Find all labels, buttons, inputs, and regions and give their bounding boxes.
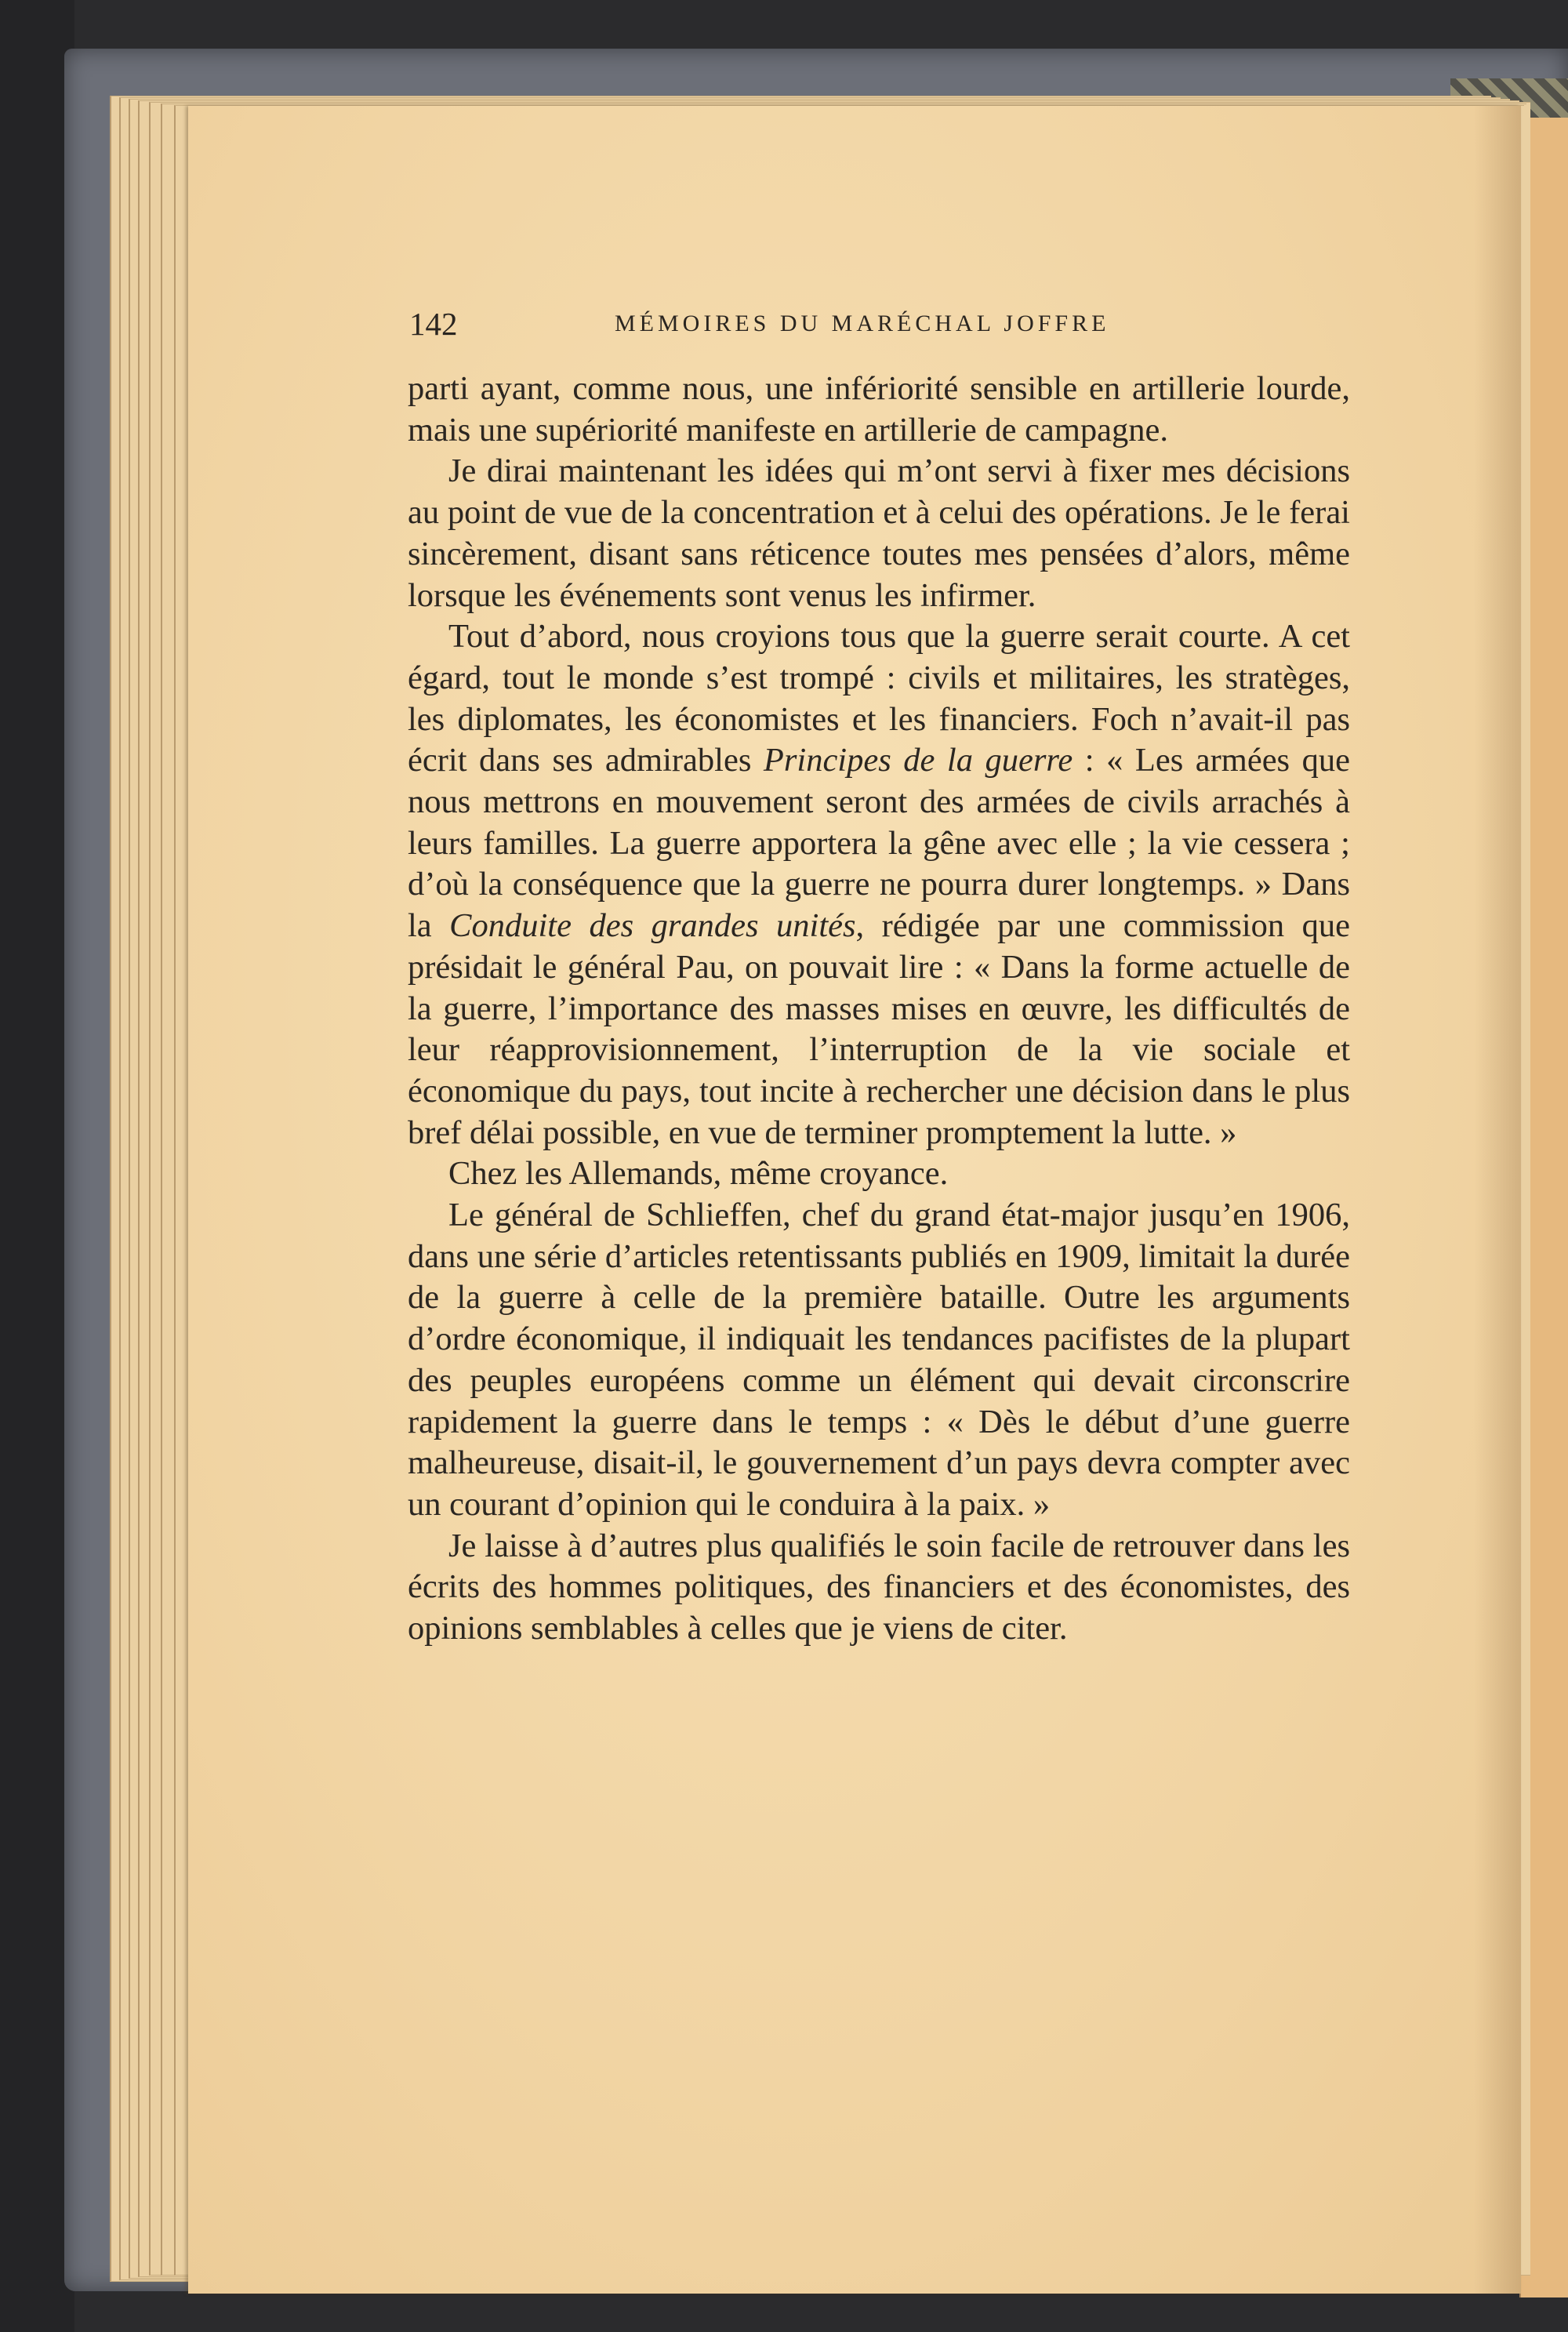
paragraph: Je laisse à d’autres plus qualifiés le soin facile de retrouver dans les écrits des hommes politiques, des financiers et des économistes, des opinions semblables à celles que je viens de citer. xyxy=(408,1527,1350,1647)
running-title: MÉMOIRES DU MARÉCHAL JOFFRE xyxy=(615,311,1110,336)
scan-backdrop xyxy=(0,0,74,2332)
paragraph: Chez les Allemands, même croyance. xyxy=(448,1155,949,1193)
running-head xyxy=(409,300,1358,347)
paragraph xyxy=(408,616,1350,1153)
book-title-italic: Principes de la guerre xyxy=(763,742,1073,779)
page-number: 142 xyxy=(409,306,458,342)
paragraph-text: Tout d’abord, nous croyions tous que la guerre serait courte. A cet égard, tout le monde s’est trompé : civils et militaires, les stratèges, les diplomates, les économistes et les financiers. Foch n’avait-il pas écrit dans ses admirables xyxy=(408,618,1350,779)
paragraph: parti ayant, comme nous, une infériorité sensible en artillerie lourde, mais une supériorité manifeste en artillerie de campagne. xyxy=(408,370,1350,449)
paragraph: Le général de Schlieffen, chef du grand état-major jusqu’en 1906, dans une série d’articles retentissants publiés en 1909, limitait la durée de la guerre à celle de la première bataille. Outre les arguments d’ordre économique, il indiquait les tendances pacifistes de la plupart des peuples européens comme un élément qui devait circonscrire rapidement la guerre dans le temps : « Dès le début d’une guerre malheureuse, disait-il, le gouvernement d’un pays devra compter avec un courant d’opinion qui le conduira à la paix. » xyxy=(408,1197,1350,1523)
paragraph: Je dirai maintenant les idées qui m’ont servi à fixer mes décisions au point de vue de la concentration et à celui des opérations. Je le ferai sincèrement, disant sans réticence toutes mes pensées d’alors, même lorsque les événements sont venus les infirmer. xyxy=(408,452,1350,614)
paragraph-text: : « Les armées que nous mettrons en mouvement seront des armées de civils arrachés à leurs familles. La guerre apportera la gêne avec elle ; la vie cessera ; d’où la conséquence que la guerre ne pourra durer longtemps. » Dans la xyxy=(408,742,1350,945)
book-title-italic: Conduite des grandes unités xyxy=(449,907,856,945)
paragraph-text: , rédigée par une commission que présidait le général Pau, on pouvait lire : « Dans la forme actuelle de la guerre, l’importance des masses mises en œuvre, les difficultés de leur réapprovisionnement, l’interruption de la vie sociale et économique du pays, tout incite à rechercher une décision dans le plus bref délai possible, en vue de terminer promptement la lutte. » xyxy=(408,907,1351,1151)
body-text xyxy=(408,369,1350,1650)
